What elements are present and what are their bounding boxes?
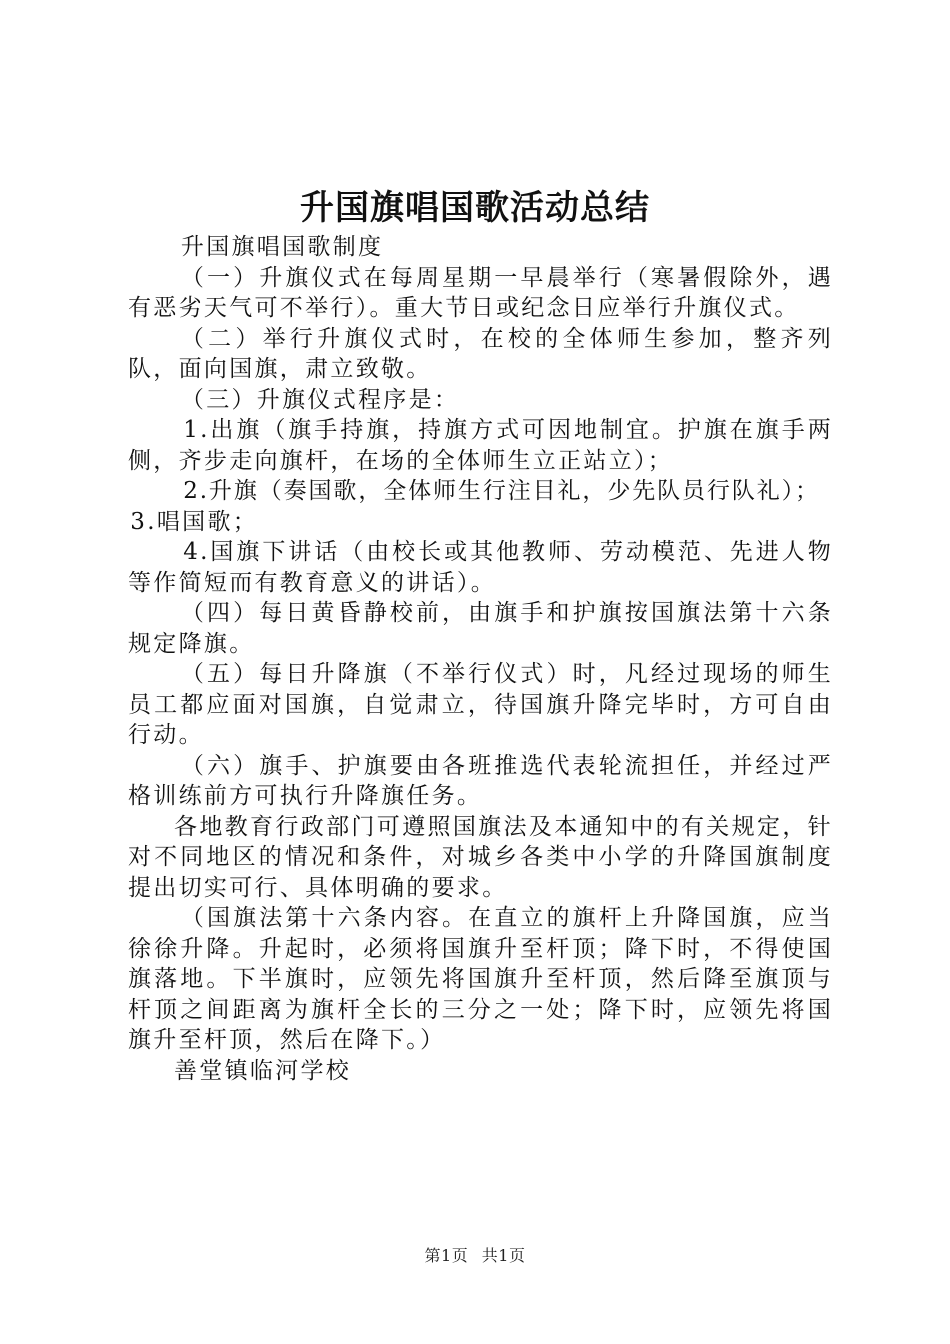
paragraph-step-2: 2.升旗（奏国歌，全体师生行注目礼，少先队员行队礼）； <box>183 478 820 504</box>
page-total: 共1页 <box>481 1246 526 1265</box>
paragraph-rule-3: （三）升旗仪式程序是： <box>180 386 460 413</box>
paragraph-heading: 升国旗唱国歌制度 <box>180 234 384 260</box>
paragraph-signature: 善堂镇临河学校 <box>174 1057 352 1084</box>
paragraph-rule-6: （六）旗手、护旗要由各班推选代表轮流担任，并经过严格训练前方可执行升降旗任务。 <box>128 752 833 809</box>
page-number: 第1页 <box>424 1246 469 1265</box>
document-title: 升国旗唱国歌活动总结 <box>300 188 650 228</box>
paragraph-step-4: 4.国旗下讲话（由校长或其他教师、劳动模范、先进人物等作简短而有教育意义的讲话）。 <box>128 539 833 596</box>
paragraph-rule-5: （五）每日升降旗（不举行仪式）时，凡经过现场的师生员工都应面对国旗，自觉肃立，待国旗升降完毕时，方可自由行动。 <box>128 661 833 748</box>
document-body <box>128 232 833 1086</box>
paragraph-notice: 各地教育行政部门可遵照国旗法及本通知中的有关规定，针对不同地区的情况和条件，对城乡各类中小学的升降国旗制度提出切实可行、具体明确的要求。 <box>128 813 833 901</box>
paragraph-rule-2: （二）举行升旗仪式时，在校的全体师生参加，整齐列队，面向国旗，肃立致敬。 <box>128 325 833 382</box>
paragraph-flag-law: （国旗法第十六条内容。在直立的旗杆上升降国旗，应当徐徐升降。升起时，必须将国旗升至杆顶；降下时，不得使国旗落地。下半旗时，应领先将国旗升至杆顶，然后降至旗顶与杆顶之间距离为旗杆全长的三分之一处；降下时，应领先将国旗升至杆顶，然后在降下。） <box>128 905 833 1053</box>
paragraph-step-1: 1.出旗（旗手持旗，持旗方式可因地制宜。护旗在旗手两侧，齐步走向旗杆，在场的全体师生立正站立）； <box>128 417 833 474</box>
page-footer <box>0 1243 950 1266</box>
paragraph-step-3: 3.唱国歌； <box>130 508 259 535</box>
paragraph-rule-1: （一）升旗仪式在每周星期一早晨举行（寒暑假除外，遇有恶劣天气可不举行）。重大节日或纪念日应举行升旗仪式。 <box>128 264 833 321</box>
paragraph-rule-4: （四）每日黄昏静校前，由旗手和护旗按国旗法第十六条规定降旗。 <box>128 600 833 657</box>
